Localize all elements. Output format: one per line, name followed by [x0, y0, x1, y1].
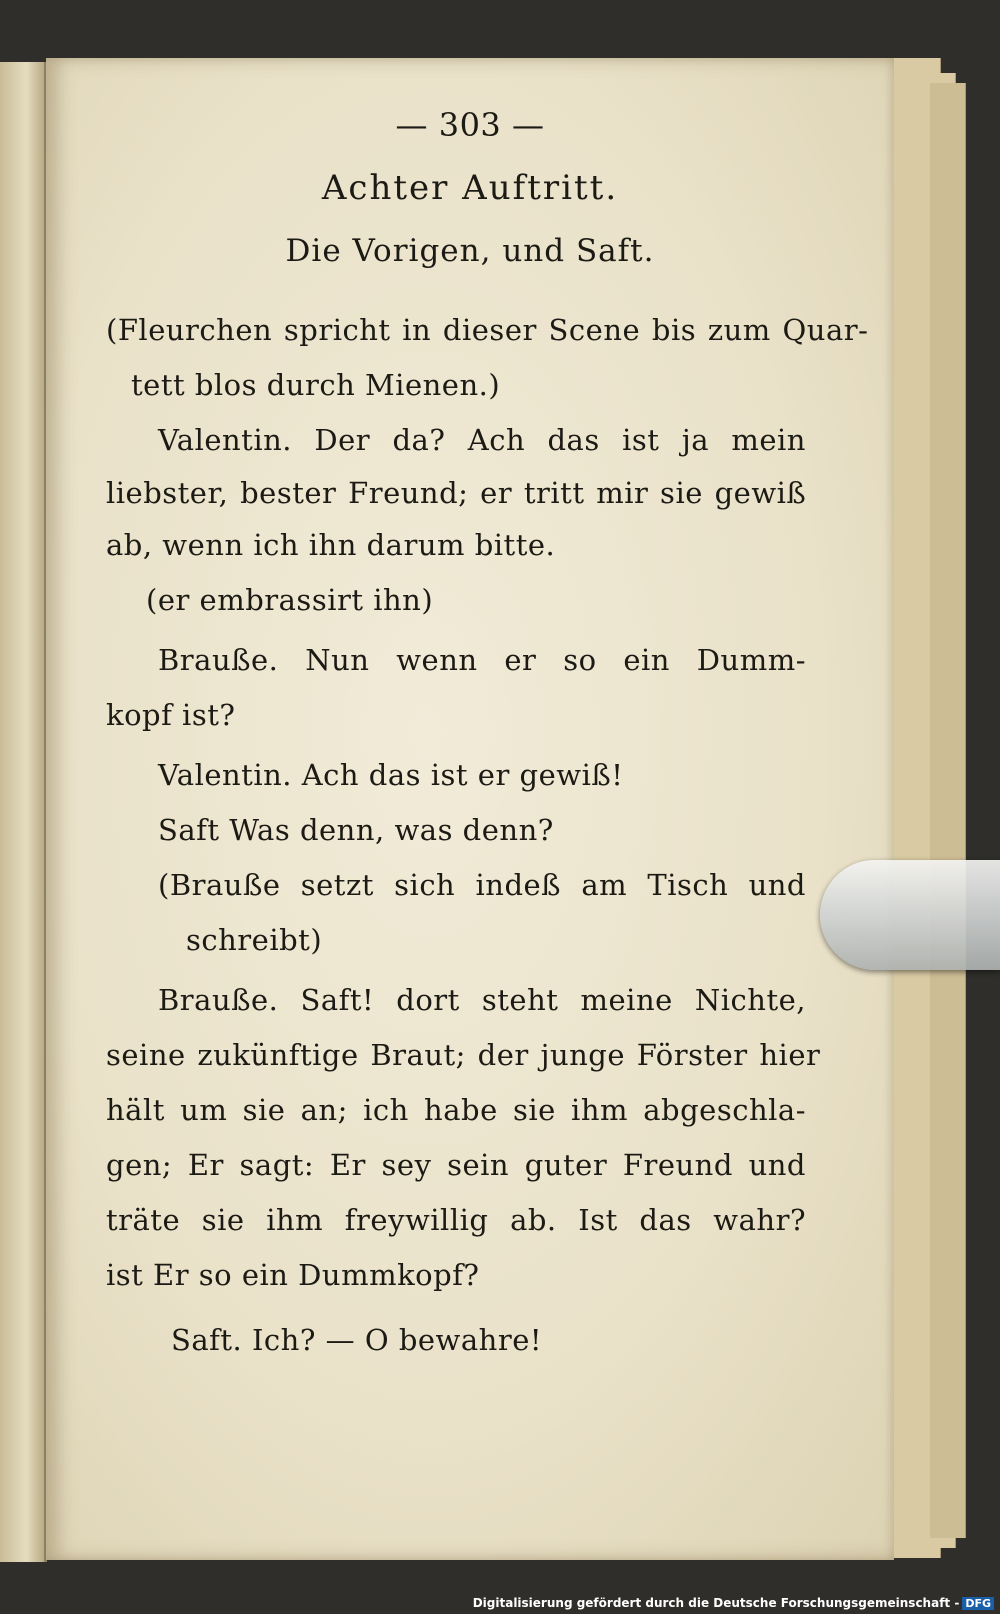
scene-characters: Die Vorigen, und Saft.: [285, 233, 655, 269]
text-line: tett blos durch Mienen.): [131, 368, 501, 402]
digitization-credit: [473, 1596, 994, 1610]
page-number: — 303 —: [395, 106, 545, 144]
credit-text: Digitalisierung gefördert durch die Deutsche Forschungsgemeinschaft -: [472, 1596, 960, 1610]
text-line: Valentin. Ach das ist er gewiß!: [158, 758, 624, 792]
text-line: Brauße. Nun wenn er so ein Dumm-: [158, 643, 806, 677]
text-line: gen; Er sagt: Er sey sein guter Freund und: [106, 1148, 806, 1182]
text-line: Saft Was denn, was denn?: [158, 813, 554, 847]
text-line: Saft. Ich? — O bewahre!: [171, 1323, 543, 1357]
stage-direction: schreibt): [186, 923, 323, 957]
left-page-edge: [0, 62, 47, 1562]
text-line: (Fleurchen spricht in dieser Scene bis zum Quar-: [106, 313, 869, 347]
text-line: Valentin. Der da? Ach das ist ja mein: [158, 423, 806, 457]
text-line: kopf ist?: [106, 698, 236, 732]
page-stack-edges: [880, 58, 980, 1558]
text-line: träte sie ihm freywillig ab. Ist das wahr?: [106, 1203, 806, 1237]
page-clip: [820, 860, 1000, 970]
text-line: Brauße. Saft! dort steht meine Nichte,: [158, 983, 806, 1017]
stage-direction: (Brauße setzt sich indeß am Tisch und: [158, 868, 806, 902]
book-page: [46, 58, 894, 1560]
stage-direction: (er embrassirt ihn): [146, 583, 434, 617]
scene-title: Achter Auftritt.: [321, 168, 619, 208]
text-line: hält um sie an; ich habe sie ihm abgeschla-: [106, 1093, 806, 1127]
text-line: seine zukünftige Braut; der junge Förster hier: [106, 1038, 821, 1072]
text-line: ist Er so ein Dummkopf?: [106, 1258, 480, 1292]
text-line: ab, wenn ich ihn darum bitte.: [106, 528, 556, 562]
dfg-logo: DFG: [962, 1597, 994, 1610]
text-line: liebster, bester Freund; er tritt mir sie gewiß: [106, 476, 807, 510]
